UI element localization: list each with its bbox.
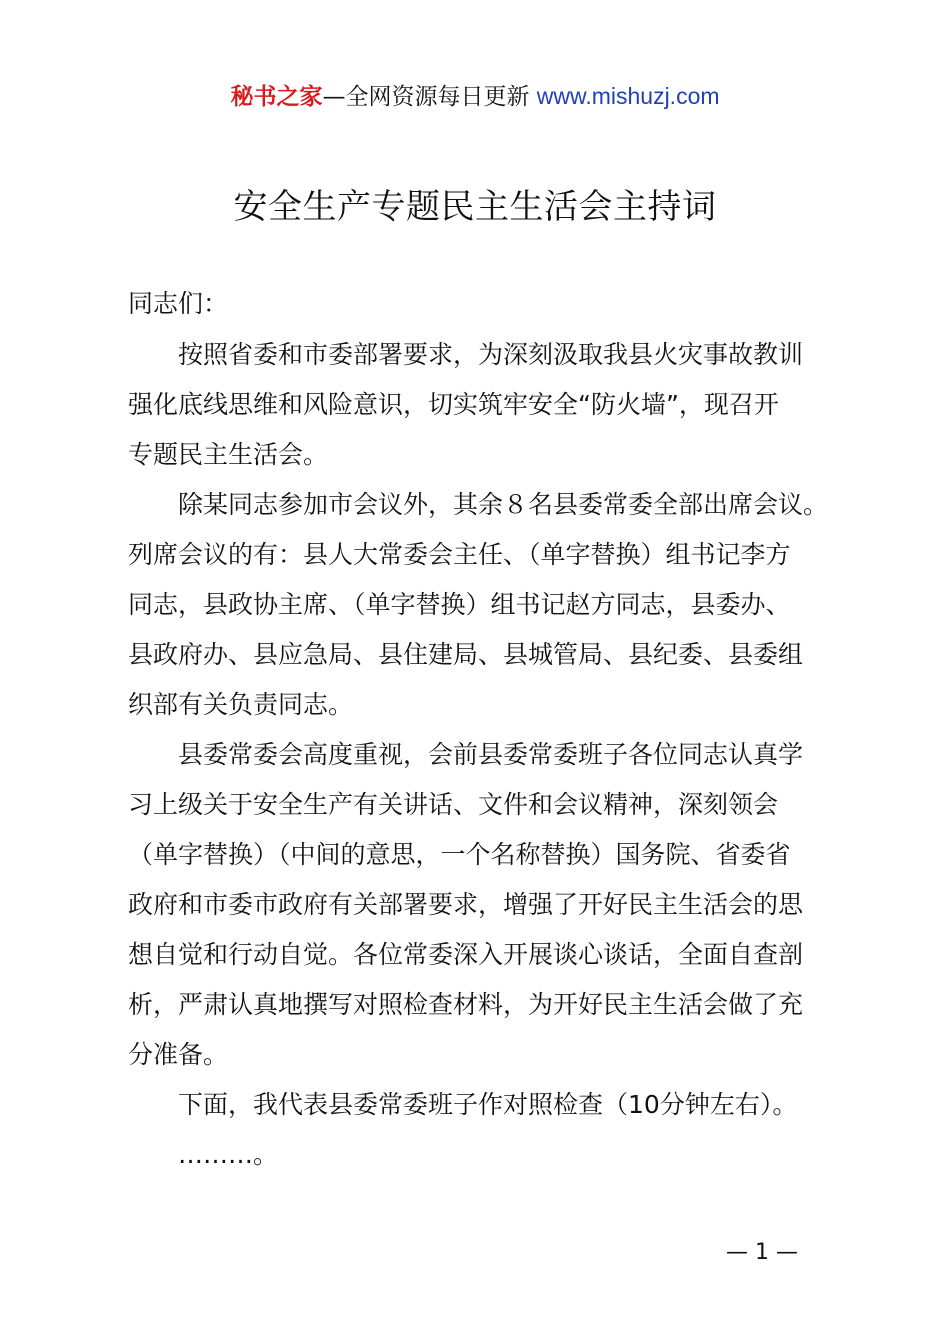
paragraph-line: 专题民主生活会。 bbox=[128, 440, 329, 469]
paragraph-line: 织部有关负责同志。 bbox=[128, 690, 354, 719]
paragraph-line: 除某同志参加市会议外，其余８名县委常委全部出席会议。 bbox=[178, 490, 829, 519]
paragraph-line: 同志，县政协主席、（单字替换）组书记赵方同志，县委办、 bbox=[128, 590, 791, 619]
page-number-text: — 1 — bbox=[726, 1240, 798, 1265]
paragraph-line: 县政府办、县应急局、县住建局、县城管局、县纪委、县委组 bbox=[128, 640, 804, 669]
paragraph-line: 想自觉和行动自觉。各位常委深入开展谈心谈话，全面自查剖 bbox=[128, 940, 804, 969]
paragraph-line: （单字替换）（中间的意思，一个名称替换）国务院、省委省 bbox=[128, 840, 791, 869]
ellipsis-line: ………。 bbox=[178, 1140, 279, 1169]
salutation: 同志们： bbox=[128, 289, 229, 318]
paragraph-line: 县委常委会高度重视，会前县委常委班子各位同志认真学 bbox=[178, 740, 804, 769]
paragraph-line: 下面，我代表县委常委班子作对照检查（10分钟左右）。 bbox=[178, 1090, 798, 1119]
header-tagline: —全网资源每日更新 bbox=[322, 84, 537, 110]
paragraph-line: 政府和市委市政府有关部署要求，增强了开好民主生活会的思 bbox=[128, 890, 804, 919]
paragraph-line: 分准备。 bbox=[128, 1040, 229, 1069]
brand-name: 秘书之家 bbox=[230, 84, 323, 110]
page-number bbox=[0, 1238, 950, 1268]
paragraph-line: 强化底线思维和风险意识，切实筑牢安全“防火墙”，现召开 bbox=[128, 390, 779, 419]
document-title: 安全生产专题民主生活会主持词 bbox=[233, 187, 717, 227]
site-header bbox=[0, 80, 950, 113]
paragraph-line: 列席会议的有：县人大常委会主任、（单字替换）组书记李方 bbox=[128, 540, 791, 569]
paragraph-line: 按照省委和市委部署要求，为深刻汲取我县火灾事故教训 bbox=[178, 340, 804, 369]
site-url-link[interactable]: www.mishuzj.com bbox=[536, 83, 720, 109]
paragraph-line: 习上级关于安全生产有关讲话、文件和会议精神，深刻领会 bbox=[128, 790, 779, 819]
paragraph-line: 析，严肃认真地撰写对照检查材料，为开好民主生活会做了充 bbox=[128, 990, 804, 1019]
